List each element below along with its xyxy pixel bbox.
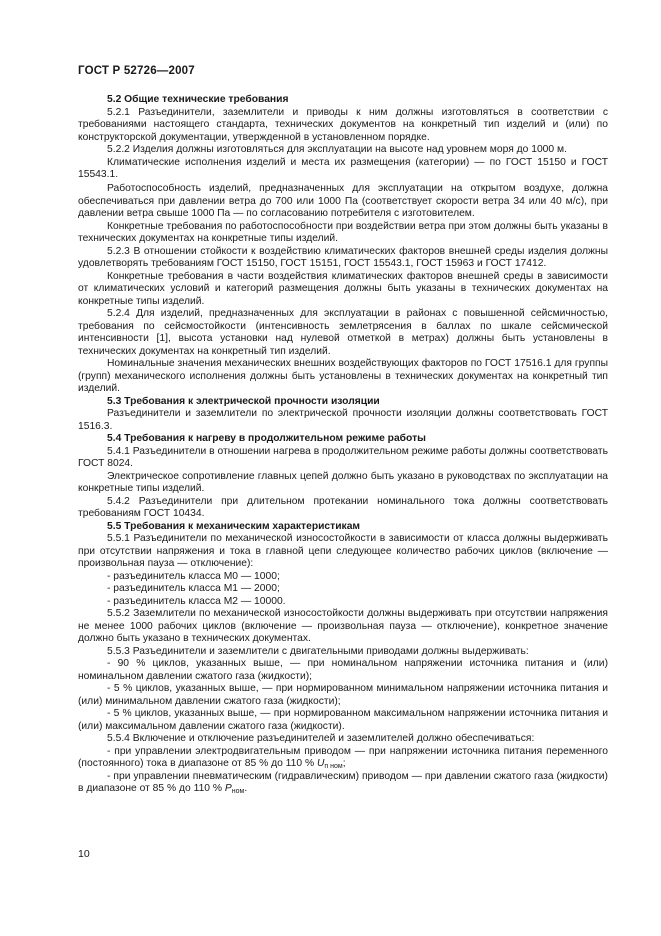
page-number: 10 [78,848,90,860]
list-item: - разъединитель класса М1 — 2000; [107,583,280,594]
paragraph-5-5-2: 5.5.2 Заземлители по механической износостойкости должны выдерживать при отсутствии напряжения не менее 1000 рабочих циклов (включение — произвольная пауза — отключение), конкретное значение должно быть указано в технических документах. [78,608,608,644]
pressure-subscript: ном [231,788,245,795]
paragraph-5-2-1: 5.2.1 Разъединители, заземлители и приводы к ним должны изготовляться в соответствии с требованиями настоящего стандарта, технических документов на конкретный тип изделий и (или) по конструкторской документации, утвержденной в установленном порядке. [78,106,608,143]
paragraph-5-5-3: 5.5.3 Разъединители и заземлители с двигательными приводами должны выдерживать: [107,645,529,657]
section-heading-5-4: 5.4 Требования к нагреву в продолжительном режиме работы [107,433,426,444]
list-item: - 5 % циклов, указанных выше, — при нормированном минимальном напряжении источника питания и (или) минимальном давлении сжатого газа (жидкости); [78,683,608,707]
voltage-symbol: U [316,758,325,769]
list-item: - 90 % циклов, указанных выше, — при номинальном напряжении источника питания и (или) номинальном давлении сжатого газа (жидкости); [78,658,608,682]
section-heading-5-3: 5.3 Требования к электрической прочности изоляции [107,395,380,407]
section-heading-5-5: 5.5 Требования к механическим характеристикам [107,520,361,532]
paragraph: Разъединители и заземлители по электрической прочности изоляции должны соответствовать ГОСТ 1516.3. [78,408,608,432]
list-item: - 5 % циклов, указанных выше, — при нормированном максимальном напряжении источника питания и (или) максимальном давлении сжатого газа (жидкости). [78,708,608,732]
list-item [78,771,608,796]
paragraph: Электрическое сопротивление главных цепей должно быть указано в руководствах по эксплуатации на конкретные типы изделий. [78,470,608,494]
paragraph-5-5-1: 5.5.1 Разъединители по механической износостойкости в зависимости от класса должны выдерживать при отсутствии напряжения и тока в главной цепи следующее количество рабочих циклов (включение — произвольная пауза — отключение): [78,533,608,569]
paragraph-5-2-3: 5.2.3 В отношении стойкости к воздействию климатических факторов внешней среды изделия должны удовлетворять требованиям ГОСТ 15150, ГОСТ 15151, ГОСТ 15543.1, ГОСТ 15963 и ГОСТ 17412. [78,245,608,269]
paragraph: Конкретные требования в части воздействия климатических факторов внешней среды в зависимости от климатических условий и категорий размещения должны быть указаны в технических документах на конкретные типы изделий. [78,270,608,307]
paragraph: Конкретные требования по работоспособности при воздействии ветра при этом должны быть указаны в технических документах на конкретные типы изделий. [78,220,608,244]
document-header: ГОСТ Р 52726—2007 [78,65,195,77]
list-item [78,746,608,771]
list-item: - разъединитель класса М2 — 10000. [107,595,286,607]
section-heading-5-2: 5.2 Общие технические требования [107,94,289,105]
list-item-text: - при управлении пневматическим (гидравлическим) приводом — при давлении сжатого газа (жидкости) в диапазоне от 85 % до 110 % [78,770,608,794]
pressure-symbol: P [224,783,232,794]
paragraph-5-4-1: 5.4.1 Разъединители в отношении нагрева в продолжительном режиме работы должны соответствовать ГОСТ 8024. [78,445,608,469]
paragraph: Номинальные значения механических внешних воздействующих факторов по ГОСТ 17516.1 для группы (групп) механического исполнения должны быть установлены в технических документах на конкретный тип изделий. [78,358,608,394]
paragraph: Климатические исполнения изделий и места их размещения (категории) — по ГОСТ 15150 и ГОСТ 15543.1. [78,156,608,180]
paragraph-5-2-2: 5.2.2 Изделия должны изготовляться для эксплуатации на высоте над уровнем моря до 1000 м. [107,144,567,155]
list-item-text: . [244,783,248,794]
paragraph-5-2-4: 5.2.4 Для изделий, предназначенных для эксплуатации в районах с повышенной сейсмичностью, требования по сейсмостойкости (интенсивность землетрясения в баллах по шкале сейсмической интенсивности [1], высота установки над нулевой отметкой в метрах) должны быть установлены в технических документах на конкретный тип изделий. [78,308,608,357]
document-body [78,94,608,796]
paragraph-5-4-2: 5.4.2 Разъединители при длительном протекании номинального тока должны соответствовать требованиям ГОСТ 10434. [78,495,608,519]
voltage-subscript: п ном [324,763,343,770]
list-item-text: ; [342,758,346,769]
list-item-text: - при управлении электродвигательным приводом — при напряжении источника питания переменного (постоянного) тока в диапазоне от 85 % до 110 % [78,745,608,769]
paragraph: Работоспособность изделий, предназначенных для эксплуатации на открытом воздухе, должна обеспечиваться при давлении ветра до 700 или 1000 Па (соответствует скорости ветра 34 или 40 м/с), при давлении ветра свыше 1000 Па — по согласованию потребителя с изготовителем. [78,183,608,219]
paragraph-5-5-4: 5.5.4 Включение и отключение разъединителей и заземлителей должно обеспечиваться: [107,733,535,744]
list-item: - разъединитель класса М0 — 1000; [107,570,280,582]
